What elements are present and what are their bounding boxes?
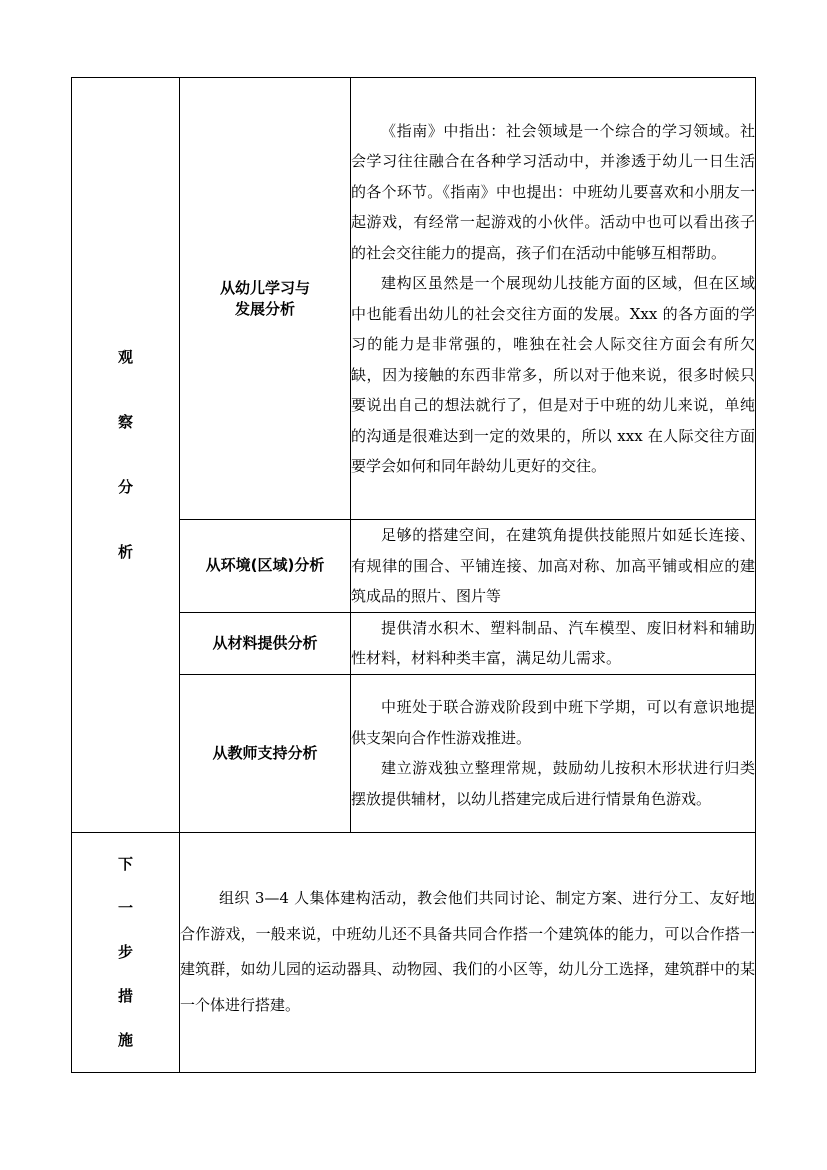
table-row	[72, 78, 756, 520]
row-content-environment	[351, 520, 756, 613]
next-steps-title	[72, 832, 180, 1072]
row-label-teacher-support	[180, 674, 351, 832]
row-label-learning-development	[180, 78, 351, 520]
paragraph: 组织 3—4 人集体建构活动，教会他们共同讨论、制定方案、进行分工、友好地合作游戏，一般来说，中班幼儿还不具备共同合作搭一个建筑体的能力，可以合作搭一建筑群，如幼儿园的运动器具、动物园、我们的小区等，幼儿分工选择，建筑群中的某一个体进行搭建。	[180, 889, 755, 1014]
title-char: 一	[117, 899, 133, 917]
observation-table	[71, 77, 756, 1073]
title-char: 下	[117, 855, 133, 873]
row-label-materials	[180, 612, 351, 674]
title-char: 察	[117, 412, 133, 431]
paragraph: 提供清水积木、塑料制品、汽车模型、废旧材料和辅助性材料，材料种类丰富，满足幼儿需求。	[351, 618, 755, 667]
row-content-learning-development	[351, 78, 756, 520]
label-line: 从材料提供分析	[212, 633, 318, 652]
paragraph: 足够的搭建空间，在建筑角提供技能照片如延长连接、有规律的围合、平铺连接、加高对称、加高平铺或相应的建筑成品的照片、图片等	[351, 526, 755, 605]
row-label-environment	[180, 520, 351, 613]
label-line: 从幼儿学习与	[219, 278, 310, 297]
label-line: 从环境(区域)分析	[205, 556, 325, 575]
observation-analysis-title	[72, 78, 180, 833]
row-content-teacher-support	[351, 674, 756, 832]
paragraph: 建构区虽然是一个展现幼儿技能方面的区域，但在区域中也能看出幼儿的社会交往方面的发展。Xxx 的各方面的学习的能力是非常强的，唯独在社会人际交往方面会有所欠缺，因为接触的东西非常多，所以对于他来说，很多时候只要说出自己的想法就行了，但是对于中班的幼儿来说，单纯的沟通是很难达到一定的效果的，所以 xxx 在人际交往方面要学会如何和同年龄幼儿更好的交往。	[351, 274, 755, 475]
title-char: 分	[117, 477, 133, 496]
paragraph: 中班处于联合游戏阶段到中班下学期，可以有意识地提供支架向合作性游戏推进。	[351, 698, 755, 747]
title-char: 措	[117, 987, 133, 1005]
title-char: 施	[117, 1031, 133, 1049]
next-steps-content	[180, 832, 756, 1072]
table-row	[72, 832, 756, 1072]
label-line: 发展分析	[234, 299, 295, 318]
row-content-materials	[351, 612, 756, 674]
title-char: 步	[117, 943, 133, 961]
paragraph: 《指南》中指出：社会领域是一个综合的学习领域。社会学习往往融合在各种学习活动中，并渗透于幼儿一日生活的各个环节。《指南》中也提出：中班幼儿要喜欢和小朋友一起游戏，有经常一起游戏的小伙伴。活动中也可以看出孩子的社会交往能力的提高，孩子们在活动中能够互相帮助。	[351, 121, 755, 262]
title-char: 观	[117, 347, 133, 366]
paragraph: 建立游戏独立整理常规，鼓励幼儿按积木形状进行归类摆放提供辅材，以幼儿搭建完成后进行情景角色游戏。	[351, 759, 755, 808]
title-char: 析	[117, 542, 133, 561]
label-line: 从教师支持分析	[212, 743, 318, 762]
